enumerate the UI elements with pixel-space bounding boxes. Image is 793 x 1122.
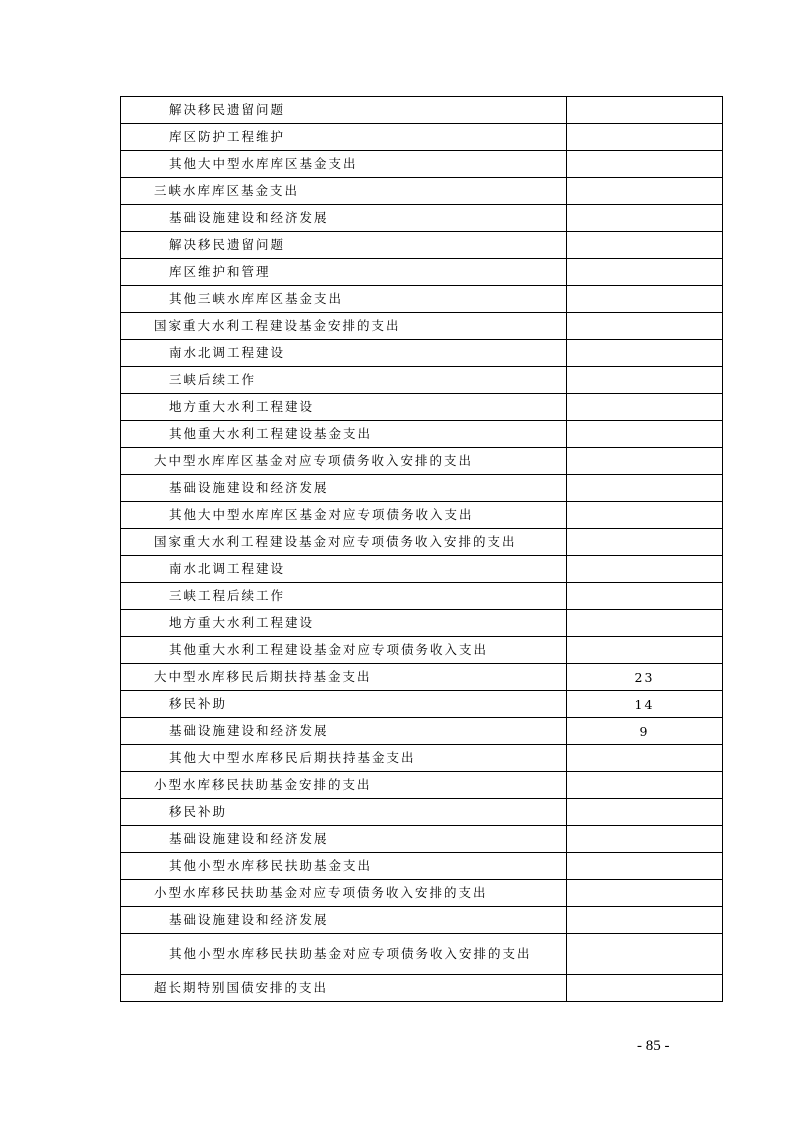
- table-row: [121, 178, 723, 205]
- row-value: [567, 583, 723, 610]
- table-row: [121, 232, 723, 259]
- row-label: 其他大中型水库移民后期扶持基金支出: [121, 745, 567, 772]
- table-row: [121, 502, 723, 529]
- row-value: [567, 826, 723, 853]
- row-label: 基础设施建设和经济发展: [121, 718, 567, 745]
- table-row: [121, 448, 723, 475]
- table-row: [121, 124, 723, 151]
- table-row: [121, 313, 723, 340]
- table-row: [121, 907, 723, 934]
- row-label: 其他三峡水库库区基金支出: [121, 286, 567, 313]
- row-label: 地方重大水利工程建设: [121, 394, 567, 421]
- row-value: [567, 232, 723, 259]
- table-row: [121, 583, 723, 610]
- row-label: 地方重大水利工程建设: [121, 610, 567, 637]
- row-value: [567, 502, 723, 529]
- page-number: - 85 -: [637, 1038, 670, 1054]
- row-label: 基础设施建设和经济发展: [121, 205, 567, 232]
- row-value: [567, 394, 723, 421]
- row-label: 库区维护和管理: [121, 259, 567, 286]
- table-body: [121, 97, 723, 1002]
- table-row: [121, 637, 723, 664]
- row-value: [567, 853, 723, 880]
- table-row: [121, 421, 723, 448]
- table-row: [121, 826, 723, 853]
- table-row: [121, 610, 723, 637]
- table-row: [121, 286, 723, 313]
- table-row: [121, 853, 723, 880]
- row-label: 其他大中型水库库区基金对应专项债务收入支出: [121, 502, 567, 529]
- table-row: [121, 799, 723, 826]
- table-row: [121, 205, 723, 232]
- row-label: 国家重大水利工程建设基金安排的支出: [121, 313, 567, 340]
- row-value: [567, 259, 723, 286]
- table-row: [121, 772, 723, 799]
- row-label: 国家重大水利工程建设基金对应专项债务收入安排的支出: [121, 529, 567, 556]
- row-label: 南水北调工程建设: [121, 340, 567, 367]
- row-label: 其他大中型水库库区基金支出: [121, 151, 567, 178]
- row-label: 其他小型水库移民扶助基金支出: [121, 853, 567, 880]
- row-value: [567, 205, 723, 232]
- table-row: [121, 475, 723, 502]
- table-row: [121, 975, 723, 1002]
- row-label: 大中型水库库区基金对应专项债务收入安排的支出: [121, 448, 567, 475]
- table-row: [121, 151, 723, 178]
- table-row: [121, 880, 723, 907]
- row-value: [567, 799, 723, 826]
- row-value: [567, 772, 723, 799]
- row-value: [567, 610, 723, 637]
- table-row: [121, 259, 723, 286]
- row-label: 其他重大水利工程建设基金支出: [121, 421, 567, 448]
- row-value: [567, 637, 723, 664]
- table-row: [121, 340, 723, 367]
- table-row: [121, 394, 723, 421]
- table-row: [121, 556, 723, 583]
- row-value: [567, 745, 723, 772]
- row-value: [567, 448, 723, 475]
- row-value: [567, 421, 723, 448]
- row-value: [567, 907, 723, 934]
- row-label: 三峡水库库区基金支出: [121, 178, 567, 205]
- row-value: 9: [567, 718, 723, 745]
- row-label: 解决移民遗留问题: [121, 232, 567, 259]
- row-value: [567, 313, 723, 340]
- row-label: 解决移民遗留问题: [121, 97, 567, 124]
- row-value: [567, 340, 723, 367]
- row-label: 移民补助: [121, 691, 567, 718]
- row-value: [567, 975, 723, 1002]
- row-value: 14: [567, 691, 723, 718]
- row-label: 小型水库移民扶助基金安排的支出: [121, 772, 567, 799]
- row-label: 移民补助: [121, 799, 567, 826]
- row-label: 小型水库移民扶助基金对应专项债务收入安排的支出: [121, 880, 567, 907]
- table-row: [121, 745, 723, 772]
- table-row: [121, 691, 723, 718]
- row-value: [567, 124, 723, 151]
- table-row: [121, 718, 723, 745]
- row-label: 其他小型水库移民扶助基金对应专项债务收入安排的支出: [121, 934, 567, 975]
- row-label: 南水北调工程建设: [121, 556, 567, 583]
- row-label: 超长期特别国债安排的支出: [121, 975, 567, 1002]
- row-value: [567, 178, 723, 205]
- row-label: 其他重大水利工程建设基金对应专项债务收入支出: [121, 637, 567, 664]
- row-value: [567, 151, 723, 178]
- row-label: 大中型水库移民后期扶持基金支出: [121, 664, 567, 691]
- table-row: [121, 97, 723, 124]
- table-row: [121, 934, 723, 975]
- row-value: [567, 529, 723, 556]
- expenditure-table-container: [120, 96, 673, 1002]
- row-label: 基础设施建设和经济发展: [121, 475, 567, 502]
- row-value: [567, 880, 723, 907]
- row-label: 基础设施建设和经济发展: [121, 907, 567, 934]
- table-row: [121, 367, 723, 394]
- row-value: [567, 286, 723, 313]
- row-value: [567, 556, 723, 583]
- expenditure-table: [120, 96, 723, 1002]
- row-label: 基础设施建设和经济发展: [121, 826, 567, 853]
- row-value: [567, 367, 723, 394]
- row-label: 三峡工程后续工作: [121, 583, 567, 610]
- row-label: 库区防护工程维护: [121, 124, 567, 151]
- row-value: [567, 934, 723, 975]
- row-value: 23: [567, 664, 723, 691]
- table-row: [121, 529, 723, 556]
- table-row: [121, 664, 723, 691]
- row-value: [567, 97, 723, 124]
- row-value: [567, 475, 723, 502]
- row-label: 三峡后续工作: [121, 367, 567, 394]
